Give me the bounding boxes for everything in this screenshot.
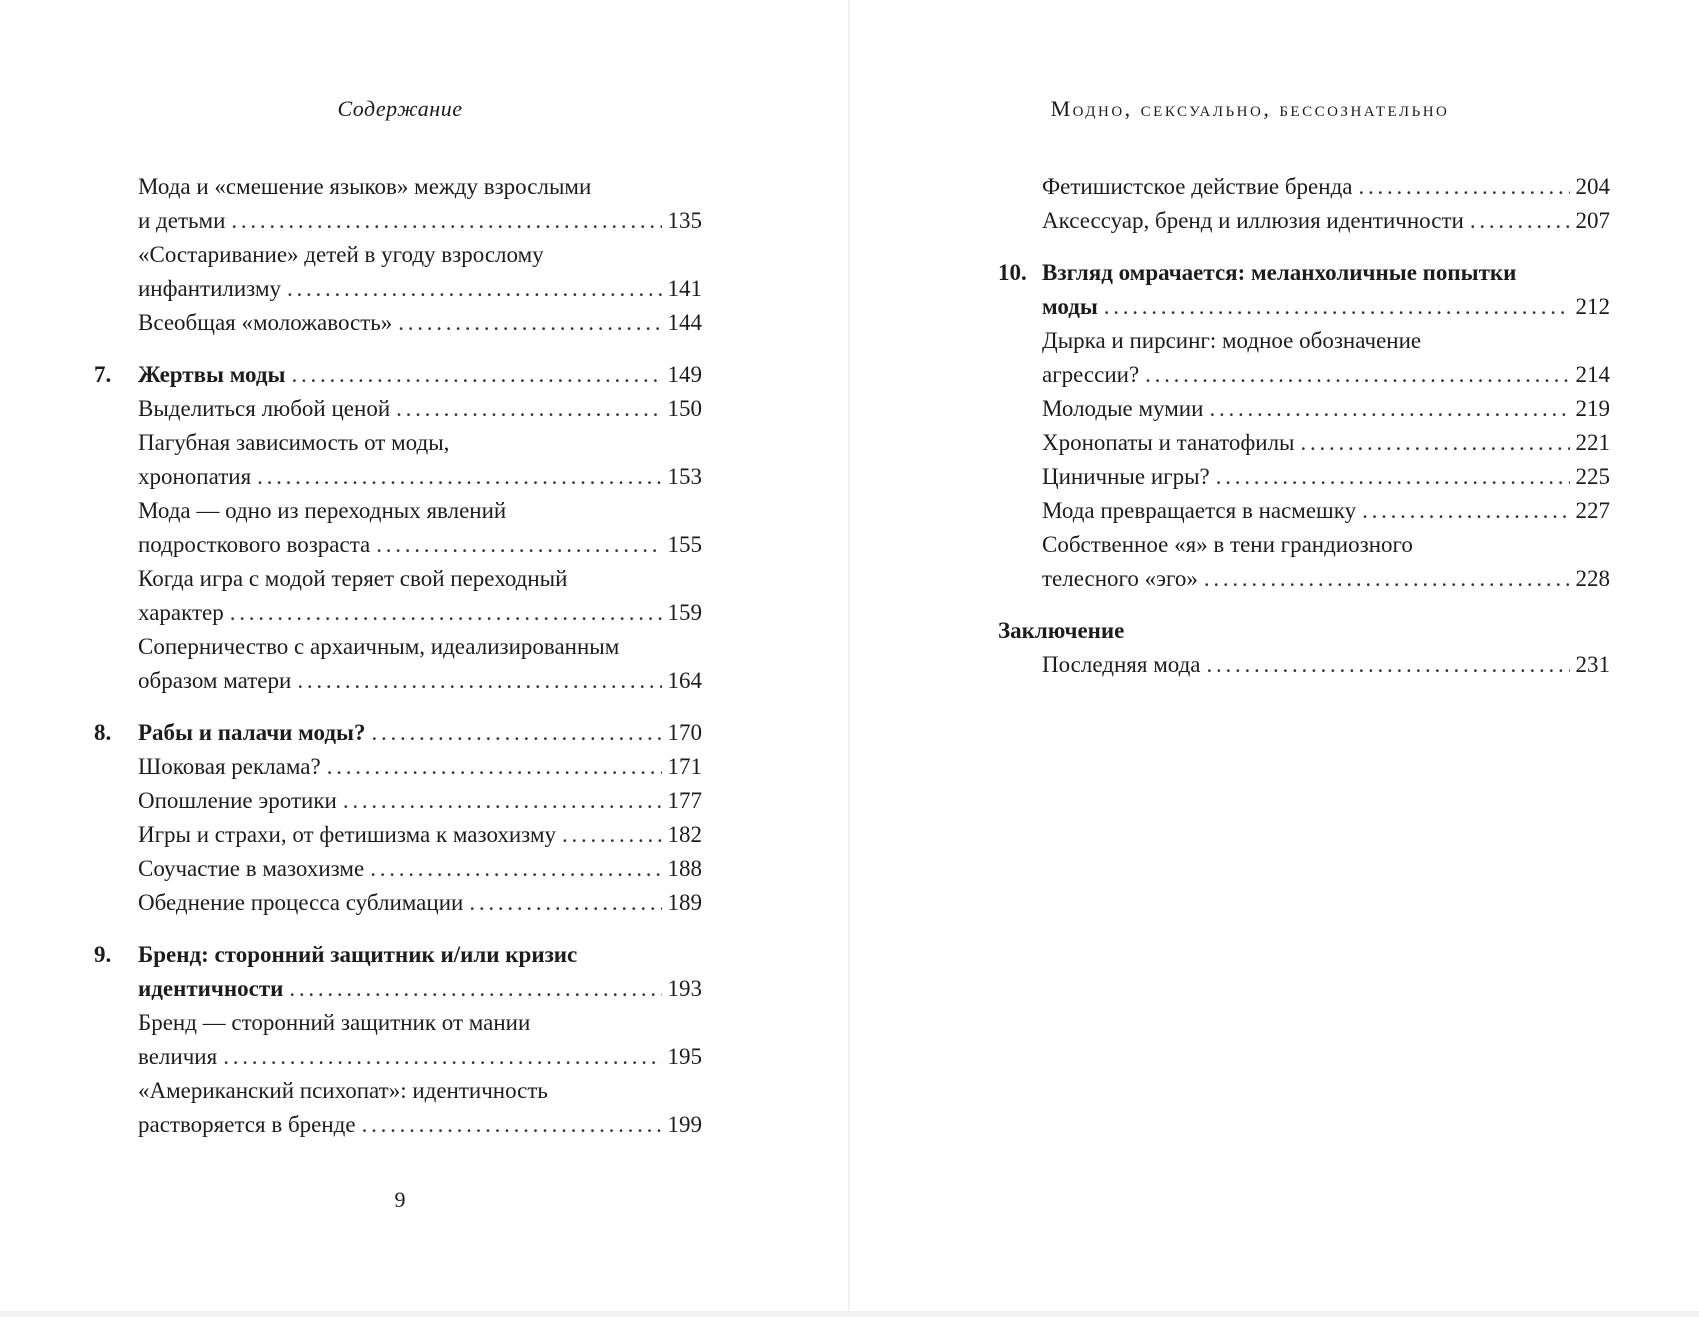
toc-entry-title: Мода и «смешение языков» между взрослыми bbox=[138, 174, 592, 199]
section-gap bbox=[94, 340, 702, 358]
toc-page-number: 144 bbox=[667, 310, 702, 335]
toc-entry-title: агрессии? bbox=[1042, 362, 1140, 387]
toc-entry[interactable] bbox=[998, 460, 1610, 494]
section-gap bbox=[94, 698, 702, 716]
dot-leader bbox=[257, 460, 661, 494]
toc-entry-title: Обеднение процесса сублимации bbox=[138, 890, 464, 915]
toc-page-number: 188 bbox=[667, 856, 702, 881]
section-gap bbox=[94, 920, 702, 938]
toc-page-number: 193 bbox=[667, 976, 702, 1001]
dot-leader bbox=[1470, 204, 1570, 238]
toc-entry-title: Когда игра с модой теряет свой переходный bbox=[138, 566, 568, 591]
toc-page-number: 135 bbox=[667, 208, 702, 233]
toc-entry-title: и детьми bbox=[138, 208, 226, 233]
toc-entry-title: Последняя мода bbox=[1042, 652, 1201, 677]
toc-page-number: 225 bbox=[1575, 464, 1610, 489]
toc-entry-title: Рабы и палачи моды? bbox=[138, 720, 366, 745]
toc-chapter[interactable] bbox=[94, 938, 702, 1006]
toc-entry-title: характер bbox=[138, 600, 224, 625]
toc-page-number: 170 bbox=[667, 720, 702, 745]
left-page bbox=[0, 0, 848, 1317]
toc-entry[interactable] bbox=[94, 750, 702, 784]
dot-leader bbox=[1204, 562, 1570, 596]
toc-heading: Заключение bbox=[998, 618, 1125, 643]
toc-page-number: 231 bbox=[1575, 652, 1610, 677]
chapter-number: 7. bbox=[94, 362, 112, 387]
toc-entry[interactable] bbox=[94, 426, 702, 494]
dot-leader bbox=[292, 358, 662, 392]
toc-entry-title: «Американский психопат»: идентичность bbox=[138, 1078, 548, 1103]
toc-entry-title: телесного «эго» bbox=[1042, 566, 1198, 591]
toc-page-number: 214 bbox=[1575, 362, 1610, 387]
dot-leader bbox=[1362, 494, 1569, 528]
dot-leader bbox=[398, 306, 661, 340]
toc-entry-title: Шоковая реклама? bbox=[138, 754, 321, 779]
toc-entry-title: «Состаривание» детей в угоду взрослому bbox=[138, 242, 544, 267]
toc-entry-title: Бренд: сторонний защитник и/или кризис bbox=[138, 942, 578, 967]
toc-chapter[interactable] bbox=[94, 358, 702, 392]
toc-entry-title: идентичности bbox=[138, 976, 284, 1001]
toc-entry[interactable] bbox=[94, 392, 702, 426]
dot-leader bbox=[562, 818, 662, 852]
toc-entry[interactable] bbox=[998, 392, 1610, 426]
toc-entry[interactable] bbox=[998, 204, 1610, 238]
dot-leader bbox=[396, 392, 661, 426]
section-gap bbox=[998, 596, 1610, 614]
dot-leader bbox=[287, 272, 662, 306]
toc-page-number: 195 bbox=[667, 1044, 702, 1069]
right-running-head: Модно, сексуально, бессознательно bbox=[1050, 96, 1450, 121]
toc-page-number: 219 bbox=[1575, 396, 1610, 421]
dot-leader bbox=[327, 750, 662, 784]
toc-page-number: 189 bbox=[667, 890, 702, 915]
toc-entry[interactable] bbox=[94, 494, 702, 562]
dot-leader bbox=[297, 664, 661, 698]
toc-entry-title: Жертвы моды bbox=[138, 362, 286, 387]
page-number: 9 bbox=[394, 1187, 406, 1212]
toc-entry-title: образом матери bbox=[138, 668, 292, 693]
chapter-number: 10. bbox=[998, 260, 1027, 285]
toc-entry[interactable] bbox=[998, 426, 1610, 460]
section-gap bbox=[998, 238, 1610, 256]
toc-chapter[interactable] bbox=[94, 716, 702, 750]
dot-leader bbox=[223, 1040, 661, 1074]
dot-leader bbox=[469, 886, 661, 920]
toc-entry[interactable] bbox=[94, 852, 702, 886]
toc-entry[interactable] bbox=[94, 818, 702, 852]
toc-entry-title: Фетишистское действие бренда bbox=[1042, 174, 1353, 199]
dot-leader bbox=[1359, 170, 1570, 204]
left-toc bbox=[94, 170, 702, 1142]
toc-page-number: 177 bbox=[667, 788, 702, 813]
toc-entry-title: Бренд — сторонний защитник от мании bbox=[138, 1010, 531, 1035]
toc-entry[interactable] bbox=[94, 784, 702, 818]
dot-leader bbox=[370, 852, 661, 886]
toc-page-number: 164 bbox=[667, 668, 702, 693]
dot-leader bbox=[1209, 392, 1569, 426]
toc-entry-title: Соучастие в мазохизме bbox=[138, 856, 365, 881]
toc-entry-title: Мода — одно из переходных явлений bbox=[138, 498, 507, 523]
toc-entry-title: Опошление эротики bbox=[138, 788, 337, 813]
toc-page-number: 141 bbox=[667, 276, 702, 301]
toc-entry[interactable] bbox=[998, 528, 1610, 596]
toc-entry-title: величия bbox=[138, 1044, 218, 1069]
toc-entry-title: Выделиться любой ценой bbox=[138, 396, 391, 421]
dot-leader bbox=[343, 784, 662, 818]
toc-page-number: 221 bbox=[1575, 430, 1610, 455]
toc-entry[interactable] bbox=[998, 170, 1610, 204]
toc-entry-title: инфантилизму bbox=[138, 276, 281, 301]
toc-page-number: 153 bbox=[667, 464, 702, 489]
toc-entry[interactable] bbox=[94, 170, 702, 238]
toc-entry-title: Игры и страхи, от фетишизма к мазохизму bbox=[138, 822, 556, 847]
toc-entry-title: подросткового возраста bbox=[138, 532, 371, 557]
toc-entry-title: Соперничество с архаичным, идеализированным bbox=[138, 634, 620, 659]
chapter-number: 9. bbox=[94, 942, 112, 967]
toc-page-number: 204 bbox=[1575, 174, 1610, 199]
toc-page-number: 182 bbox=[667, 822, 702, 847]
toc-entry-title: Молодые мумии bbox=[1042, 396, 1204, 421]
toc-entry[interactable] bbox=[998, 494, 1610, 528]
toc-page-number: 207 bbox=[1575, 208, 1610, 233]
toc-entry-title: Хронопаты и танатофилы bbox=[1042, 430, 1295, 455]
toc-entry-title: Мода превращается в насмешку bbox=[1042, 498, 1357, 523]
page-edge bbox=[0, 1311, 1699, 1317]
toc-entry[interactable] bbox=[94, 630, 702, 698]
toc-entry[interactable] bbox=[94, 562, 702, 630]
toc-entry[interactable] bbox=[94, 1006, 702, 1074]
toc-entry[interactable] bbox=[998, 648, 1610, 682]
toc-page-number: 150 bbox=[667, 396, 702, 421]
toc-page-number: 171 bbox=[667, 754, 702, 779]
toc-entry-title: Собственное «я» в тени грандиозного bbox=[1042, 532, 1413, 557]
toc-entry-title: растворяется в бренде bbox=[138, 1112, 356, 1137]
chapter-number: 8. bbox=[94, 720, 112, 745]
toc-entry-title: Циничные игры? bbox=[1042, 464, 1210, 489]
dot-leader bbox=[1301, 426, 1570, 460]
toc-chapter[interactable] bbox=[998, 256, 1610, 324]
toc-entry[interactable] bbox=[94, 306, 702, 340]
dot-leader bbox=[231, 204, 661, 238]
dot-leader bbox=[230, 596, 662, 630]
toc-page-number: 228 bbox=[1575, 566, 1610, 591]
toc-entry[interactable] bbox=[94, 1074, 702, 1142]
right-toc bbox=[998, 170, 1610, 682]
toc-entry[interactable] bbox=[94, 886, 702, 920]
toc-page-number: 155 bbox=[667, 532, 702, 557]
toc-entry-title: Дырка и пирсинг: модное обозначение bbox=[1042, 328, 1422, 353]
toc-entry-title: Всеобщая «моложавость» bbox=[138, 310, 393, 335]
dot-leader bbox=[1145, 358, 1569, 392]
toc-chapter[interactable] bbox=[998, 614, 1610, 648]
dot-leader bbox=[1104, 290, 1570, 324]
left-running-head: Содержание bbox=[337, 96, 463, 121]
toc-entry-title: Аксессуар, бренд и иллюзия идентичности bbox=[1042, 208, 1464, 233]
dot-leader bbox=[289, 972, 661, 1006]
dot-leader bbox=[371, 716, 661, 750]
dot-leader bbox=[362, 1108, 662, 1142]
toc-entry[interactable] bbox=[998, 324, 1610, 392]
dot-leader bbox=[1216, 460, 1570, 494]
toc-page-number: 227 bbox=[1575, 498, 1610, 523]
toc-page-number: 149 bbox=[667, 362, 702, 387]
toc-page-number: 159 bbox=[667, 600, 702, 625]
toc-entry-title: Пагубная зависимость от моды, bbox=[138, 430, 450, 455]
dot-leader bbox=[1207, 648, 1570, 682]
right-page bbox=[850, 0, 1699, 1317]
toc-page-number: 212 bbox=[1575, 294, 1610, 319]
toc-page-number: 199 bbox=[667, 1112, 702, 1137]
toc-entry[interactable] bbox=[94, 238, 702, 306]
toc-entry-title: хронопатия bbox=[138, 464, 252, 489]
toc-entry-title: моды bbox=[1042, 294, 1098, 319]
toc-entry-title: Взгляд омрачается: меланхоличные попытки bbox=[1042, 260, 1517, 285]
dot-leader bbox=[376, 528, 661, 562]
